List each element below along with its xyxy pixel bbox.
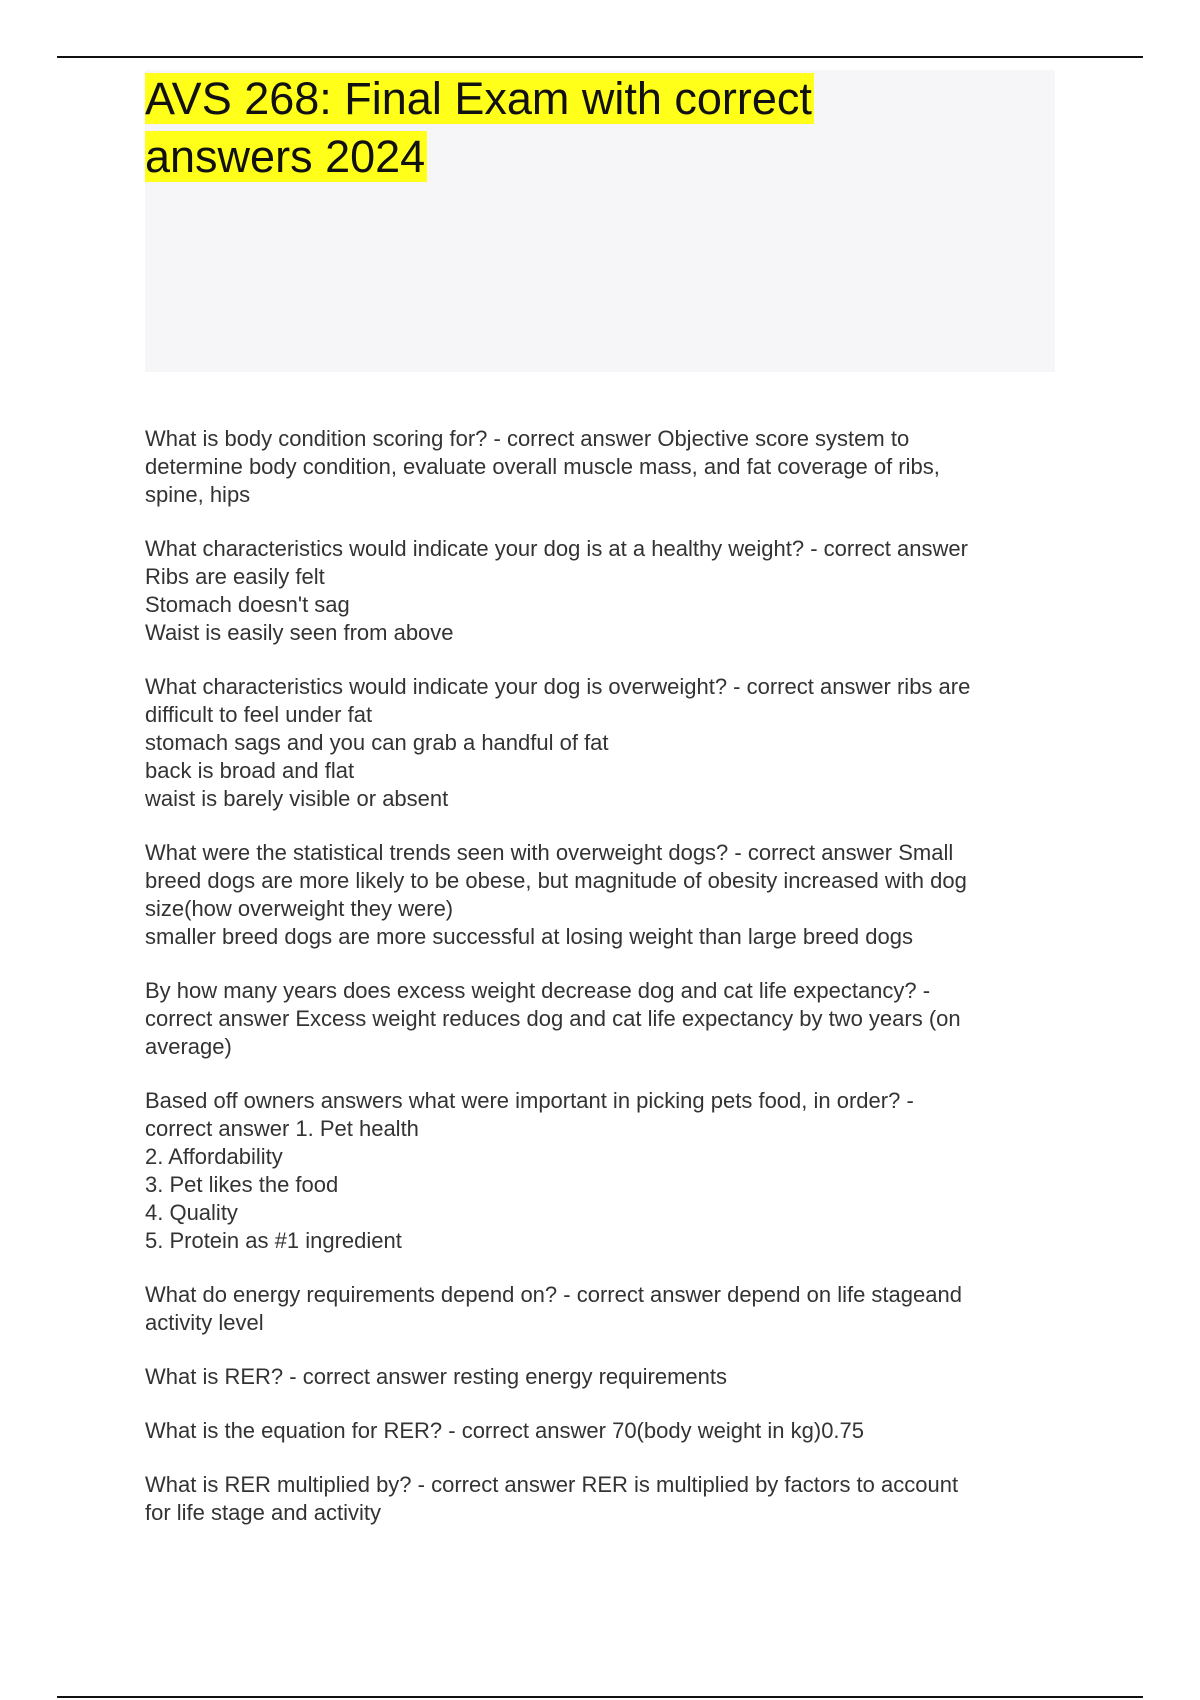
title-line-1: AVS 268: Final Exam with correct [145,73,812,124]
qa-item [145,425,1065,509]
qa-line: Based off owners answers what were important in picking pets food, in order? - [145,1088,914,1113]
qa-item [145,535,1065,647]
title-panel [145,70,1055,372]
qa-line: smaller breed dogs are more successful at losing weight than large breed dogs [145,924,913,949]
qa-item [145,1363,1065,1391]
qa-line: What were the statistical trends seen with overweight dogs? - correct answer Small [145,840,954,865]
qa-line: What characteristics would indicate your dog is overweight? - correct answer ribs are [145,674,971,699]
top-rule [57,56,1143,58]
qa-line: activity level [145,1310,264,1335]
qa-line: size(how overweight they were) [145,896,454,921]
qa-line: What is body condition scoring for? - correct answer Objective score system to [145,426,910,451]
title-line-2: answers 2024 [145,131,426,182]
qa-line: 2. Affordability [145,1144,283,1169]
qa-line: What is RER? - correct answer resting energy requirements [145,1364,727,1389]
qa-item [145,1281,1065,1337]
qa-line: What do energy requirements depend on? - correct answer depend on life stageand [145,1282,962,1307]
qa-item [145,1471,1065,1527]
qa-item [145,1417,1065,1445]
qa-line: determine body condition, evaluate overall muscle mass, and fat coverage of ribs, [145,454,940,479]
qa-line: breed dogs are more likely to be obese, but magnitude of obesity increased with dog [145,868,967,893]
qa-line: 5. Protein as #1 ingredient [145,1228,402,1253]
qa-item [145,1087,1065,1255]
qa-item [145,673,1065,813]
qa-line: Waist is easily seen from above [145,620,454,645]
document-title [145,70,905,186]
qa-line: for life stage and activity [145,1500,382,1525]
qa-item [145,839,1065,951]
qa-line: 3. Pet likes the food [145,1172,339,1197]
qa-list [145,425,1065,1553]
qa-line: Stomach doesn't sag [145,592,350,617]
qa-line: 4. Quality [145,1200,238,1225]
qa-line: correct answer Excess weight reduces dog and cat life expectancy by two years (on [145,1006,961,1031]
qa-line: What is RER multiplied by? - correct answer RER is multiplied by factors to account [145,1472,959,1497]
bottom-rule [57,1696,1143,1698]
qa-line: difficult to feel under fat [145,702,373,727]
qa-item [145,977,1065,1061]
qa-line: By how many years does excess weight decrease dog and cat life expectancy? - [145,978,931,1003]
qa-line: spine, hips [145,482,251,507]
qa-line: stomach sags and you can grab a handful of fat [145,730,609,755]
qa-line: waist is barely visible or absent [145,786,449,811]
qa-line: What is the equation for RER? - correct answer 70(body weight in kg)0.75 [145,1418,865,1443]
qa-line: Ribs are easily felt [145,564,325,589]
qa-line: average) [145,1034,232,1059]
qa-line: correct answer 1. Pet health [145,1116,419,1141]
qa-line: What characteristics would indicate your dog is at a healthy weight? - correct answer [145,536,968,561]
qa-line: back is broad and flat [145,758,355,783]
